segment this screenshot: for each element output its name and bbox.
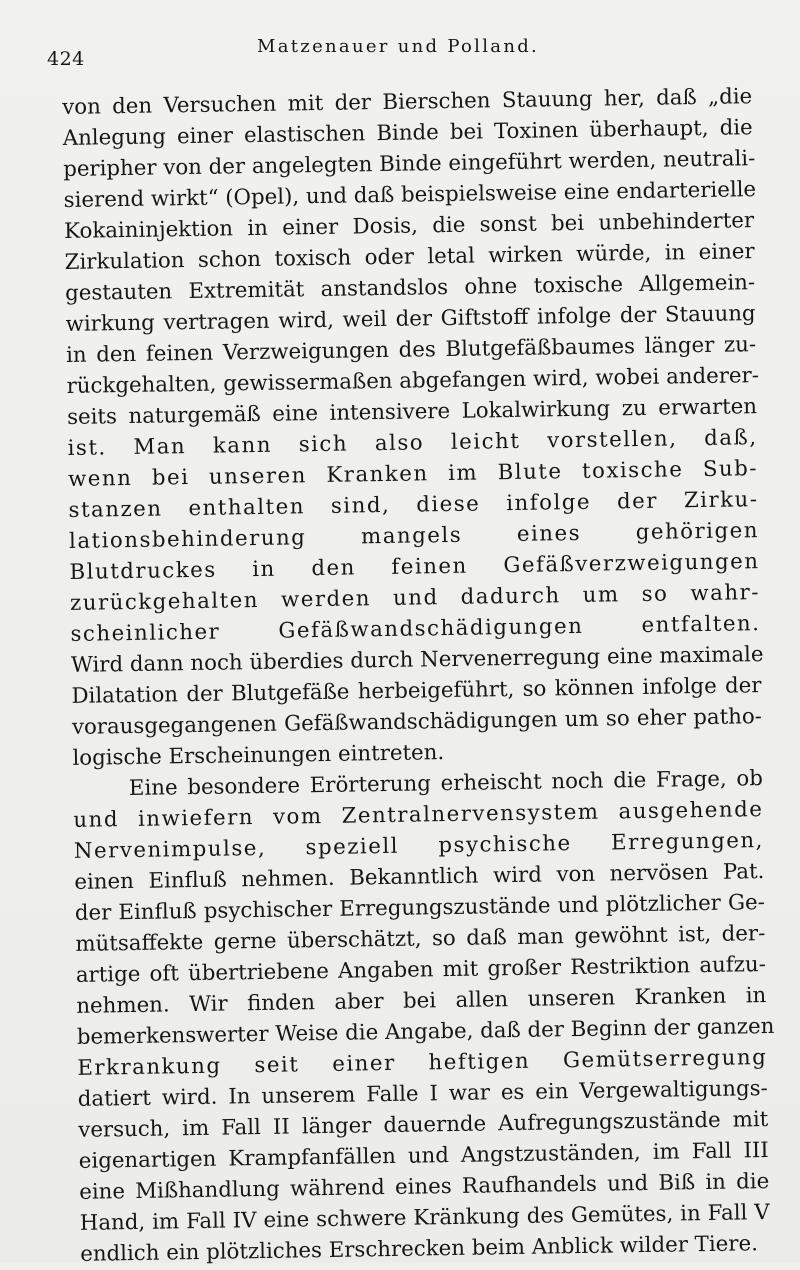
text-line-spaced: lationsbehinderung mangels eines gehörigen xyxy=(68,518,760,554)
text-line-spaced: scheinlicher Gefäßwandschädigungen entfalten. xyxy=(70,611,761,647)
text-line: von den Versuchen mit der Bierschen Stauung her, daß „die xyxy=(62,84,753,120)
text-line: Zirkulation schon toxisch oder letal wirken würde, in einer xyxy=(64,239,755,275)
text-line: endlich ein plötzliches Erschrecken beim Anblick wilder Tiere. xyxy=(80,1231,759,1267)
text-line-spaced: und inwiefern vom Zentralnervensystem ausgehende xyxy=(73,797,764,833)
paragraph-start-line: Eine besondere Erörterung erheischt noch die Frage, ob xyxy=(128,766,764,802)
page-number: 424 xyxy=(47,48,85,70)
text-line: rückgehalten, gewissermaßen abgefangen wird, wobei anderer- xyxy=(66,363,760,399)
text-line: datiert wird. In unserem Falle I war es ein Vergewaltigungs- xyxy=(77,1076,768,1112)
page-header xyxy=(47,30,747,70)
text-line: eine Mißhandlung während eines Raufhandels und Biß in die xyxy=(79,1169,770,1205)
text-line: Hand, im Fall IV eine schwere Kränkung des Gemütes, in Fall V xyxy=(79,1200,770,1236)
text-line-spaced: stanzen enthalten sind, diese infolge der Zirku- xyxy=(68,487,759,523)
text-line: eigenartigen Krampfanfällen und Angstzuständen, im Fall III xyxy=(78,1138,769,1174)
text-line: gestauten Extremität anstandslos ohne toxische Allgemein- xyxy=(64,270,756,306)
text-line: seits naturgemäß eine intensivere Lokalwirkung zu erwarten xyxy=(66,394,758,430)
text-line: peripher von der angelegten Binde eingeführt werden, neutrali- xyxy=(63,146,756,182)
text-line: mütsaffekte gerne überschätzt, so daß man gewöhnt ist, der- xyxy=(75,921,766,957)
text-line: versuch, im Fall II länger dauernde Aufregungszustände mit xyxy=(78,1107,769,1143)
text-line-spaced: wenn bei unseren Kranken im Blute toxische Sub- xyxy=(67,456,759,492)
text-line: Dilatation der Blutgefäße herbeigeführt, so können infolge der xyxy=(71,673,762,709)
text-line-spaced: ist. Man kann sich also leicht vorstellen, daß, xyxy=(67,425,758,461)
text-line: bemerkenswerter Weise die Angabe, daß der Beginn der ganzen xyxy=(76,1013,775,1050)
text-line: Kokaininjektion in einer Dosis, die sonst bei unbehinderter xyxy=(63,208,755,244)
text-line: Anlegung einer elastischen Binde bei Toxinen überhaupt, die xyxy=(62,115,753,151)
text-line: Wird dann noch überdies durch Nervenerregung eine maximale xyxy=(70,642,764,678)
text-line-spaced: zurückgehalten werden und dadurch um so wahr- xyxy=(69,580,761,616)
text-line: artige oft übertriebene Angaben mit großer Restriktion aufzu- xyxy=(75,952,766,988)
text-line: in den feinen Verzweigungen des Blutgefäßbaumes länger zu- xyxy=(65,332,757,368)
text-line: nehmen. Wir finden aber bei allen unseren Kranken in xyxy=(76,983,767,1019)
text-line-spaced: Erkrankung seit einer heftigen Gemütserregung xyxy=(77,1045,768,1081)
running-title: Matzenauer und Polland. xyxy=(257,36,540,57)
text-line: vorausgegangenen Gefäßwandschädigungen um so eher patho- xyxy=(71,704,763,740)
text-line: sierend wirkt“ (Opel), und daß beispielsweise eine endarterielle xyxy=(63,177,757,213)
text-line: einen Einfluß nehmen. Bekanntlich wird von nervösen Pat. xyxy=(74,859,765,895)
text-line-spaced: Nervenimpulse, speziell psychische Erregungen, xyxy=(73,828,765,864)
text-line-spaced: Blutdruckes in den feinen Gefäßverzweigungen xyxy=(69,549,760,585)
text-line: der Einfluß psychischer Erregungszustände und plötzlicher Ge- xyxy=(74,890,766,926)
text-line: logische Erscheinungen eintreten. xyxy=(72,740,445,771)
text-line: wirkung vertragen wird, weil der Giftstoff infolge der Stauung xyxy=(65,301,756,337)
body-text xyxy=(62,81,775,1270)
